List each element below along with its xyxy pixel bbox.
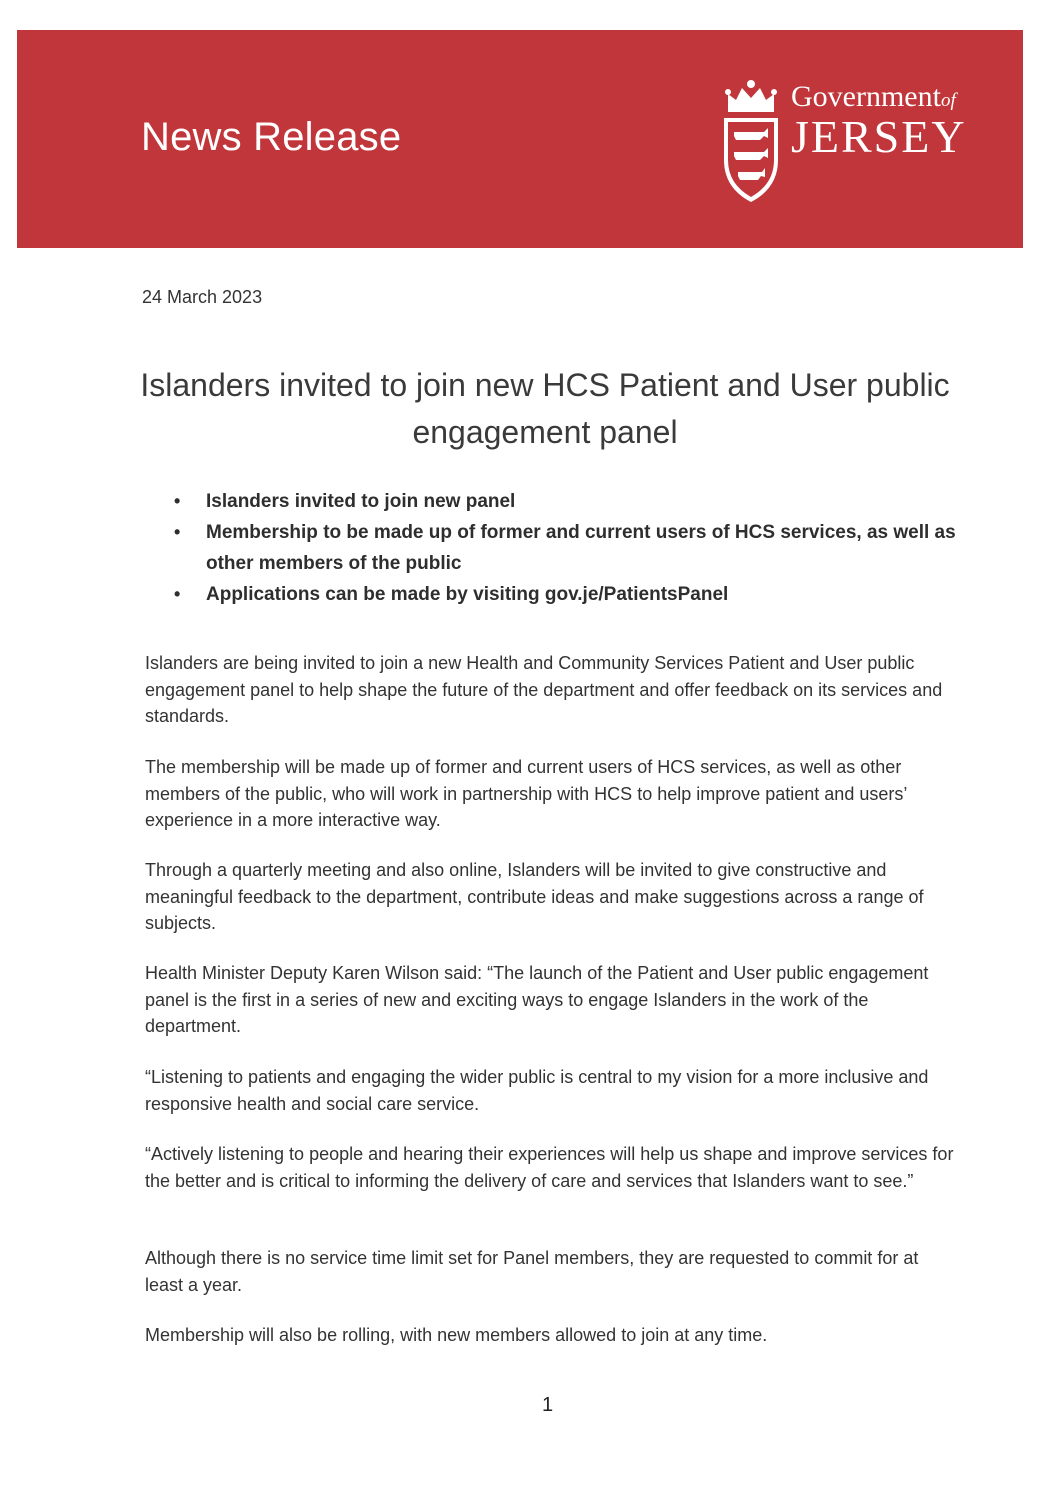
headline: Islanders invited to join new HCS Patient and User public engagement panel: [140, 367, 950, 450]
bullet-icon: •: [174, 584, 181, 604]
list-item: [166, 486, 966, 517]
bullet-text: Islanders invited to join new panel: [206, 491, 516, 512]
body-paragraph: “Actively listening to people and hearing their experiences will help us shape and improve services for the better and is critical to informing the delivery of care and services that Islanders want to see.”: [145, 1144, 954, 1191]
bullet-text: Applications can be made by visiting gov.je/PatientsPanel: [206, 584, 729, 605]
bullet-icon: •: [174, 491, 181, 511]
org-name-of: of: [940, 90, 956, 111]
body-paragraph: Islanders are being invited to join a new Health and Community Services Patient and User public engagement panel to help shape the future of the department and offer feedback on its services and standards.: [145, 653, 943, 726]
body-paragraph: “Listening to patients and engaging the wider public is central to my vision for a more inclusive and responsive health and social care service.: [145, 1067, 929, 1114]
government-of-jersey-wordmark: [791, 82, 967, 160]
body-paragraph: Through a quarterly meeting and also online, Islanders will be invited to give constructive and meaningful feedback to the department, contribute ideas and make suggestions across a range of subjects.: [145, 860, 924, 933]
list-item: [166, 517, 966, 579]
list-item: [166, 579, 966, 610]
org-name-government: Government: [791, 80, 941, 113]
body-paragraph: The membership will be made up of former and current users of HCS services, as well as other members of the public, who will work in partnership with HCS to help improve patient and users’ experience in a more interactive way.: [145, 757, 907, 830]
header-banner: [17, 30, 1023, 248]
body-paragraph: Although there is no service time limit set for Panel members, they are requested to commit for at least a year.: [145, 1248, 919, 1295]
page-number: 1: [542, 1394, 554, 1416]
org-name-jersey: JERSEY: [791, 111, 967, 162]
bullet-text: Membership to be made up of former and current users of HCS services, as well as other members of the public: [206, 522, 956, 574]
bullet-icon: •: [174, 522, 181, 542]
jersey-crest-logo: [720, 78, 782, 206]
release-date: 24 March 2023: [142, 287, 263, 307]
page-title: News Release: [141, 115, 402, 159]
body-paragraph: Health Minister Deputy Karen Wilson said: “The launch of the Patient and User public engagement panel is the first in a series of new and exciting ways to engage Islanders in the work of the department.: [145, 963, 929, 1036]
body-paragraph: Membership will also be rolling, with new members allowed to join at any time.: [145, 1325, 768, 1345]
key-points-list: [166, 486, 966, 610]
